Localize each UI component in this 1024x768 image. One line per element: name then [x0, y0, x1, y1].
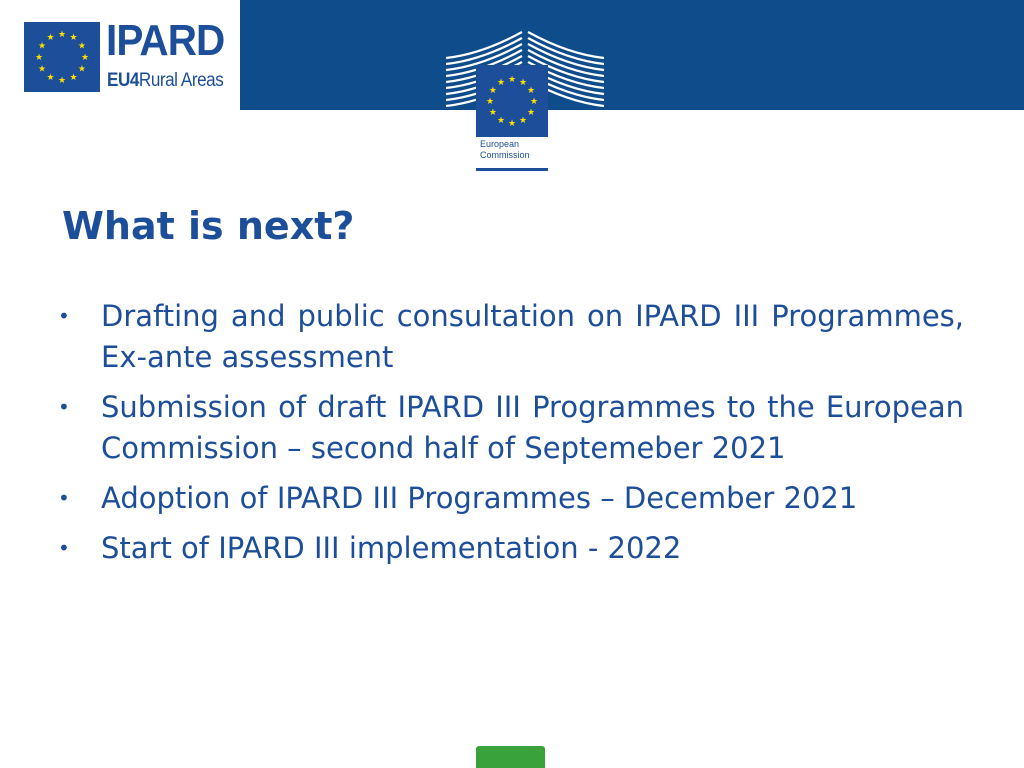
ec-logo-line2: Commission	[480, 150, 530, 160]
bullet-item	[58, 296, 964, 378]
eu-star-icon: ★	[57, 76, 67, 87]
ec-logo-underline	[476, 168, 548, 171]
eu-star-icon: ★	[57, 30, 67, 41]
bullet-text: Adoption of IPARD III Programmes – December 2021	[101, 481, 858, 515]
ipard-logo-title: IPARD	[106, 16, 225, 65]
eu-star-icon: ★	[69, 33, 78, 44]
eu-star-icon: ★	[527, 108, 536, 119]
eu-star-icon: ★	[46, 33, 55, 44]
eu-star-icon: ★	[46, 73, 55, 84]
bullet-item	[58, 528, 964, 569]
eu-star-icon: ★	[38, 41, 47, 52]
eu-flag-icon	[476, 65, 548, 137]
eu-flag-icon	[24, 22, 100, 92]
eu-star-icon: ★	[518, 116, 528, 127]
eu-star-icon: ★	[518, 78, 528, 89]
bullet-item	[58, 387, 964, 469]
eu-star-icon: ★	[485, 97, 495, 108]
ec-logo-line1: European	[480, 139, 520, 149]
european-commission-logo	[442, 28, 608, 160]
bullet-text: Submission of draft IPARD III Programmes to the European Commission – second half of Septemeber 2021	[101, 390, 964, 465]
eu-star-icon: ★	[529, 97, 539, 108]
bullet-dot-icon: •	[58, 536, 70, 560]
eu-star-icon: ★	[77, 64, 86, 75]
bullet-list	[58, 296, 964, 578]
eu-star-icon: ★	[507, 119, 517, 130]
ec-badge	[476, 65, 548, 171]
eu-star-icon: ★	[488, 86, 497, 97]
slide-title: What is next?	[62, 204, 355, 248]
eu-star-icon: ★	[77, 41, 86, 52]
eu-star-icon: ★	[496, 78, 506, 89]
eu-star-icon: ★	[38, 64, 47, 75]
ec-logo-text	[480, 139, 546, 161]
bullet-dot-icon: •	[58, 486, 70, 510]
eu-star-icon: ★	[527, 86, 536, 97]
bullet-text: Start of IPARD III implementation - 2022	[101, 531, 682, 565]
header-band	[240, 0, 1024, 110]
ipard-logo	[24, 16, 225, 94]
eu-star-icon: ★	[80, 53, 90, 64]
bullet-dot-icon: •	[58, 395, 70, 419]
bullet-dot-icon: •	[58, 304, 70, 328]
ipard-logo-subtitle: EU4Rural Areas	[107, 70, 224, 91]
footer-green-tab	[476, 746, 545, 768]
eu-star-icon: ★	[488, 108, 497, 119]
eu-star-icon: ★	[496, 116, 506, 127]
eu-star-icon: ★	[34, 53, 44, 64]
eu-star-icon: ★	[69, 73, 78, 84]
bullet-item	[58, 478, 964, 519]
eu-star-icon: ★	[507, 75, 517, 86]
bullet-text: Drafting and public consultation on IPARD III Programmes, Ex-ante assessment	[101, 299, 964, 374]
